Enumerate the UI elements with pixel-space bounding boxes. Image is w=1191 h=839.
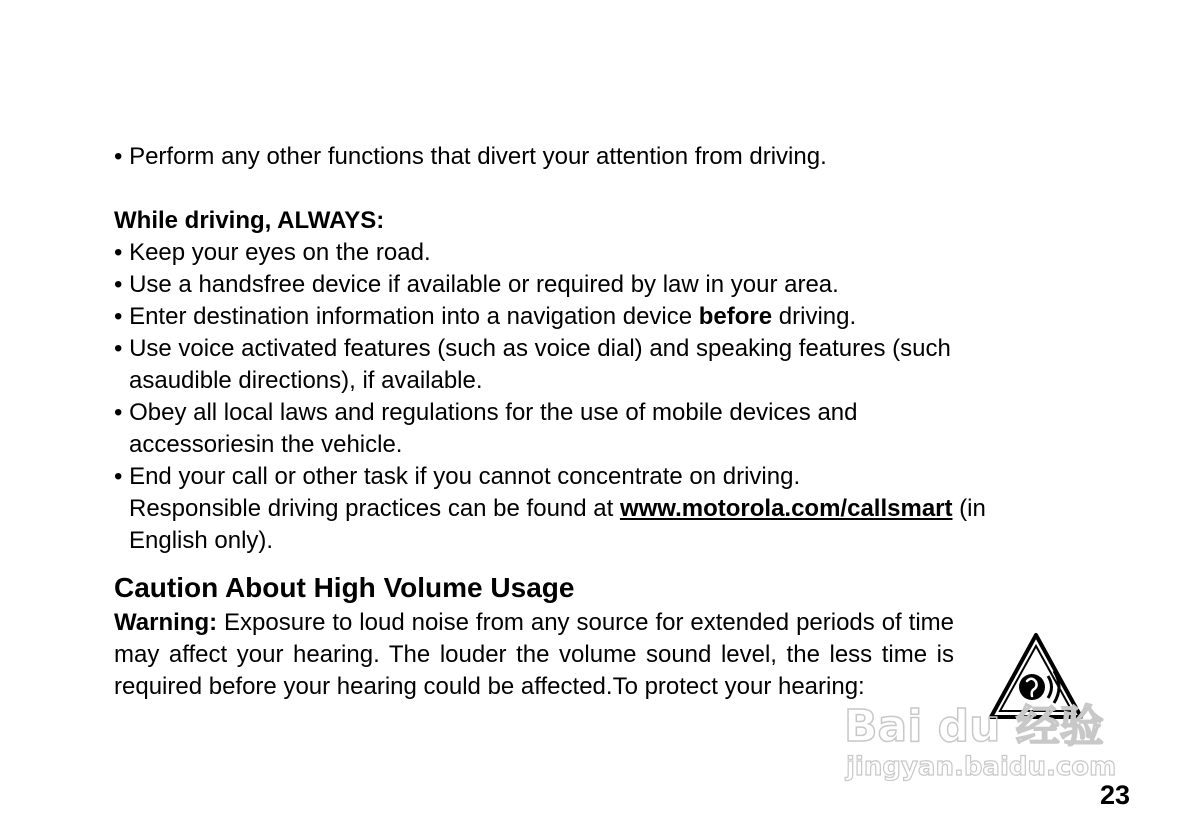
bullet-voice-features-cont: asaudible directions), if available.: [129, 367, 483, 394]
bullet-voice-features: • Use voice activated features (such as voice dial) and speaking features (such: [114, 333, 1134, 365]
responsible-driving-cont: English only).: [129, 527, 274, 554]
callsmart-link[interactable]: www.motorola.com/callsmart: [619, 495, 953, 522]
bullet-end-call: • End your call or other task if you cannot concentrate on driving.: [114, 461, 1134, 493]
bullet-navigation-text-pre: Enter destination information into a navigation device: [129, 303, 699, 330]
bullet-obey-laws-cont: accessoriesin the vehicle.: [129, 431, 403, 458]
warning-body: Exposure to loud noise from any source for extended periods of time may affect your hearing. The louder the volume sound level, the less time is required before your hearing could be affected.To protect your hearing:: [114, 609, 954, 700]
watermark-logo: Bai du 经验: [844, 701, 1104, 752]
warning-label: Warning:: [114, 609, 218, 636]
bullet-navigation: [114, 301, 1134, 333]
bullet-eyes-on-road: • Keep your eyes on the road.: [114, 237, 1134, 269]
manual-page: [114, 141, 1134, 703]
warning-paragraph: [114, 607, 954, 703]
baidu-watermark: [844, 690, 1124, 790]
always-heading: While driving, ALWAYS:: [114, 207, 385, 234]
caution-title: Caution About High Volume Usage: [114, 572, 575, 603]
responsible-driving-post: (in: [952, 495, 986, 522]
bullet-handsfree: • Use a handsfree device if available or required by law in your area.: [114, 269, 1134, 301]
bullet-navigation-emphasis: before: [698, 303, 773, 330]
bullet-obey-laws: • Obey all local laws and regulations for the use of mobile devices and: [114, 397, 1134, 429]
page-number: 23: [1100, 780, 1131, 810]
watermark-url: jingyan.baidu.com: [846, 752, 1117, 782]
responsible-driving-pre: Responsible driving practices can be found at: [129, 495, 620, 522]
bullet-navigation-text-post: driving.: [772, 303, 857, 330]
responsible-driving-text: [114, 493, 1134, 525]
bullet-divert-attention: • Perform any other functions that divert your attention from driving.: [114, 141, 1134, 173]
